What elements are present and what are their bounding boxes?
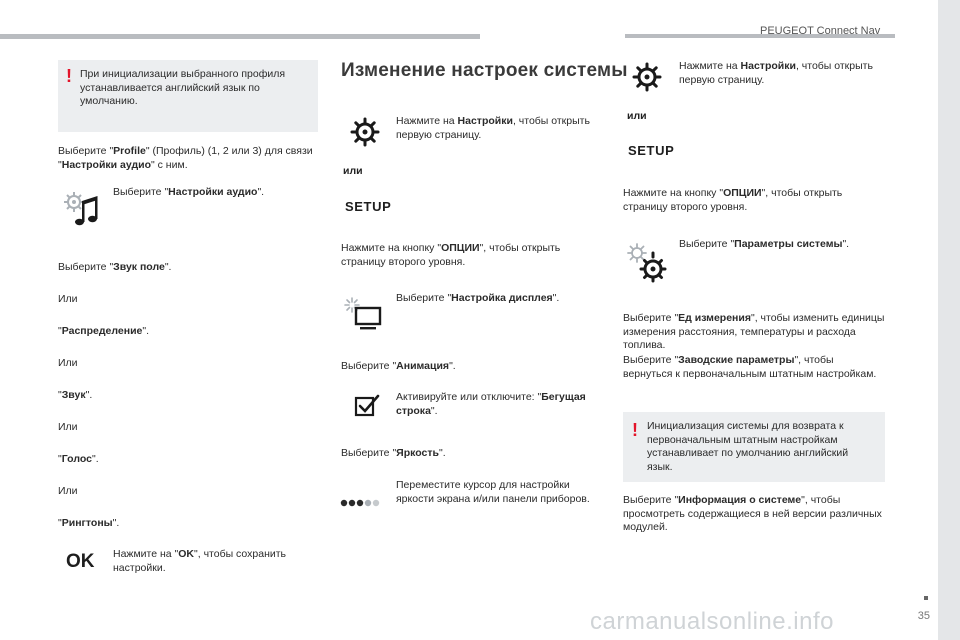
option-ringtones: "Рингтоны". — [58, 517, 120, 529]
checkbox-icon — [354, 393, 380, 419]
select-system-info: Выберите "Информация о системе", чтобы просмотреть содержащиеся в ней версии различных модулей. — [623, 494, 882, 533]
gear-icon-2 — [632, 62, 662, 92]
brightness-slider-instruction: Переместите курсор для настройки яркости экрана и/или панели приборов. — [396, 479, 590, 505]
warning-icon-2: ! — [632, 420, 638, 440]
info-note-reset — [623, 412, 885, 482]
ok-icon: OK — [66, 551, 95, 572]
press-settings-instruction-2: Нажмите на Настройки, чтобы открыть первую страницу. — [679, 60, 873, 86]
gear-music-icon — [62, 190, 102, 230]
press-options-instruction: Нажмите на кнопку "ОПЦИИ", чтобы открыть страницу второго уровня. — [341, 242, 561, 268]
select-brightness: Выберите "Яркость". — [341, 447, 446, 459]
toggle-ticker-instruction: Активируйте или отключите: "Бегущая строка". — [396, 391, 586, 417]
slider-dots-icon — [340, 497, 384, 509]
top-rule — [0, 34, 480, 39]
page-number: 35 — [917, 610, 930, 622]
page-edge-strip — [938, 0, 960, 640]
section-title: Изменение настроек системы — [341, 60, 628, 81]
select-system-params: Выберите "Параметры системы". — [679, 238, 850, 250]
setup-button-label-2: SETUP — [628, 143, 675, 158]
watermark: carmanualsonline.info — [590, 608, 834, 635]
select-animation: Выберите "Анимация". — [341, 360, 456, 372]
note-text-2: Инициализация системы для возврата к первоначальным штатным настройкам устанавливает по умолчанию английский язык. — [647, 420, 849, 473]
system-gears-icon — [626, 242, 668, 284]
or-label-3: Или — [58, 421, 78, 433]
press-settings-instruction: Нажмите на Настройки, чтобы открыть первую страницу. — [396, 115, 590, 141]
option-voice: "Голос". — [58, 453, 99, 465]
select-units: Выберите "Ед измерения", чтобы изменить единицы измерения расстояния, температуры и расхода топлива. — [623, 312, 885, 351]
press-options-instruction-2: Нажмите на кнопку "ОПЦИИ", чтобы открыть страницу второго уровня. — [623, 187, 843, 213]
or-label-4: Или — [58, 485, 78, 497]
press-ok-instruction: Нажмите на "OK", чтобы сохранить настройки. — [113, 548, 287, 574]
or-label-col3: или — [627, 110, 647, 122]
page-marker — [924, 596, 928, 600]
or-label-1: Или — [58, 293, 78, 305]
option-distribution: "Распределение". — [58, 325, 150, 337]
display-settings-icon — [343, 296, 383, 332]
select-display-settings: Выберите "Настройка дисплея". — [396, 292, 560, 304]
select-sound-field: Выберите "Звук поле". — [58, 261, 172, 273]
or-label: или — [343, 165, 363, 177]
option-sound: "Звук". — [58, 389, 93, 401]
page-header: PEUGEOT Connect Nav — [760, 25, 881, 37]
note-text: При инициализации выбранного профиля устанавливается английский язык по умолчанию. — [80, 68, 286, 107]
warning-icon: ! — [66, 66, 72, 86]
gear-icon — [350, 117, 380, 147]
or-label-2: Или — [58, 357, 78, 369]
setup-button-label: SETUP — [345, 199, 392, 214]
info-note-profile — [58, 60, 318, 132]
select-factory-settings: Выберите "Заводские параметры", чтобы вернуться к первоначальным штатным настройкам. — [623, 354, 877, 380]
select-audio-settings: Выберите "Настройки аудио". — [113, 186, 265, 198]
profile-instruction: Выберите "Profile" (Профиль) (1, 2 или 3) для связи "Настройки аудио" с ним. — [58, 145, 313, 171]
